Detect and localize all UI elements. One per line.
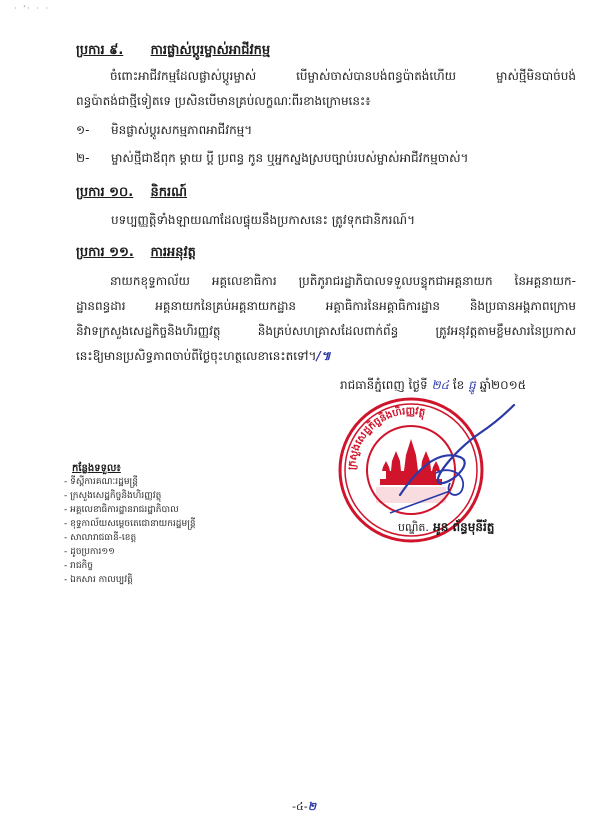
page-number (292, 800, 316, 816)
signer-prefix: បណ្ឌិត. (398, 521, 429, 534)
signature-scribble-icon (380, 395, 520, 525)
article-11-number: ប្រការ ១១. (76, 245, 134, 260)
list-item: - សាលារាជធានី-ខេត្ត (64, 533, 137, 543)
list-item: - ខុទ្ទកាល័យសម្ដេចតេជោនាយករដ្ឋមន្ត្រី (64, 519, 196, 529)
list-item: - អគ្គលេខាធិការដ្ឋានរាជរដ្ឋាភិបាល (64, 505, 179, 515)
recipients-list (64, 475, 196, 587)
article-11-line1: នាយកខុទ្ទកាល័យ អគ្គលេខាធិការ ប្រតិភូរាជរដ្ឋាភិបាលទទួលបន្ទុកជាអគ្គនាយក នៃអគ្គនាយក- (110, 274, 576, 288)
article-9-item-1-number: ១- (76, 123, 90, 137)
page-number-handwritten: ២ (307, 800, 317, 813)
date-month-handwritten: ធ្នូ (468, 378, 476, 392)
article-10-heading (76, 184, 187, 203)
list-item: - ឯកសារ កាលប្បវត្តិ (64, 575, 133, 585)
seal-ring-text: ក្រសួងសេដ្ឋកិច្ចនិងហិរញ្ញវត្ថុ (346, 405, 427, 471)
date-year: ឆ្នាំ២០១៥ (479, 378, 527, 392)
date-place-day: រាជធានីភ្នំពេញ ថ្ងៃទី (340, 378, 428, 392)
article-9-number: ប្រការ ៩. (76, 43, 124, 58)
article-9-title: ការផ្លាស់ប្ដូរម្ចាស់អាជីវកម្ម (150, 43, 271, 58)
article-11-line4-text: នេះឱ្យមានប្រសិទ្ធភាពចាប់ពីថ្ងៃចុះហត្ថលេខានេះតទៅ។ (76, 349, 317, 363)
article-9-paragraph-line1: ចំពោះអាជីវកម្មដែលផ្លាស់ប្ដូរម្ចាស់ បើម្ចាស់ចាស់បានបង់ពន្ធប៉ាតង់ហើយ ម្ចាស់ថ្មីមិនបាច់បង់ (110, 69, 576, 83)
article-9-item-1-text: មិនផ្លាស់ប្ដូរសកម្មភាពអាជីវកម្ម។ (111, 123, 253, 137)
article-9-item-2-number: ២- (76, 151, 90, 165)
article-9-heading (76, 42, 270, 61)
article-11-end-mark: /៕ (316, 349, 331, 363)
article-9-paragraph-line2: ពន្ធប៉ាតង់ជាថ្មីទៀតទេ ប្រសិនបើមានគ្រប់លក្ខណៈពីរខាងក្រោមនេះ៖ (76, 94, 371, 108)
date-month-label: ខែ (452, 378, 465, 392)
article-10-title: និករណ៍ (150, 185, 188, 200)
list-item: - ក្រសួងសេដ្ឋកិច្ចនិងហិរញ្ញវត្ថុ (64, 491, 162, 501)
article-11-line3: និវាទក្រសួងសេដ្ឋកិច្ចនិងហិរញ្ញវត្ថុ និងគ្រប់សហគ្រាសដែលពាក់ព័ន្ធ ត្រូវអនុវត្តតាមខ្លឹមសារនៃប្រកាស (76, 324, 576, 338)
list-item: - ដូចប្រការ១១ (64, 547, 115, 557)
date-line (340, 377, 526, 395)
article-10-number: ប្រការ ១០. (76, 185, 134, 200)
corner-mark: · '· · · (14, 4, 50, 13)
article-11-line2: ដ្ឋានពន្ធដារ អគ្គនាយកនៃគ្រប់អគ្គនាយកដ្ឋាន អគ្គាធិការនៃអគ្គាធិការដ្ឋាន និងប្រធានអង្គភាពក្រោម (76, 299, 576, 313)
page-number-text: -៤- (292, 800, 308, 813)
article-9-item-2-text: ម្ចាស់ថ្មីជាឪពុក ម្ដាយ ប្ដី ប្រពន្ធ កូន ឬអ្នកស្នងស្របច្បាប់របស់ម្ចាស់អាជីវកម្មចាស់។ (111, 151, 469, 165)
list-item: - ទីស្ដីការគណៈរដ្ឋមន្ត្រី (64, 477, 138, 487)
article-11-heading (76, 244, 196, 263)
signer-line (398, 519, 494, 537)
date-day-handwritten: ២៤ (431, 378, 450, 392)
recipients-heading-text: កន្លែងទទួល៖ (72, 463, 121, 474)
signer-name: អូន ព័ន្ធមុនីរ័ត្ន (433, 520, 495, 534)
article-11-title: ការអនុវត្ត (150, 245, 196, 260)
article-11-line4 (76, 348, 331, 366)
recipients-heading (72, 461, 121, 476)
list-item: - រាជកិច្ច (64, 561, 93, 571)
article-10-paragraph: បទប្បញ្ញត្តិទាំងឡាយណាដែលផ្ទុយនឹងប្រកាសនេះ ត្រូវទុកជានិករណ៍។ (111, 213, 415, 227)
